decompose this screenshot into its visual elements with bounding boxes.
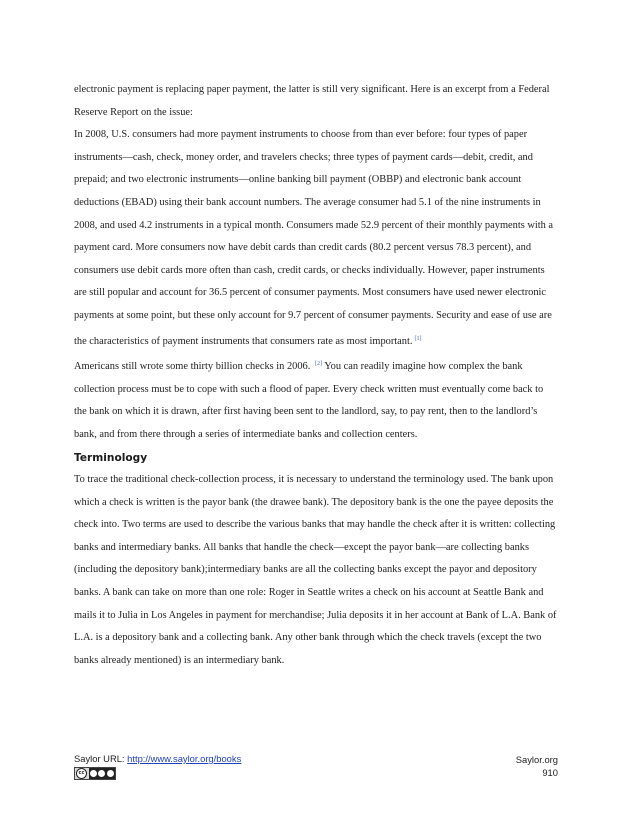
sharealike-icon <box>107 770 114 777</box>
cc-logo-icon: cc <box>76 768 87 779</box>
paragraph-checks-text-a: Americans still wrote some thirty billion checks in 2006. <box>74 361 311 373</box>
paragraph-excerpt <box>74 124 558 353</box>
footer-site-info <box>516 753 558 779</box>
paragraph-checks <box>74 353 558 446</box>
attribution-icon <box>90 770 97 777</box>
page-number: 910 <box>542 767 558 778</box>
paragraph-checks-text-b: You can readily imagine how complex the bank collection process must be to cope with such a flood of paper. Every check written must eventually come back to the bank on which it is drawn, after first having been sent to the landlord, say, to pay rent, then to the landlord’s bank, and from there through a series of intermediate banks and collection centers. <box>74 361 544 440</box>
paragraph-intro: electronic payment is replacing paper payment, the latter is still very significant. Here is an excerpt from a Federal Reserve Report on the issue: <box>74 84 550 118</box>
paragraph-excerpt-text: In 2008, U.S. consumers had more payment instruments to choose from than ever before: four types of paper instruments—cash, check, money order, and travelers checks; three types of payment cards—debit, credit, and prepaid; and two electronic instruments—online banking bill payment (OBBP) and electronic bank account deductions (EBAD) using their bank account numbers. The average consumer had 5.1 of the nine instruments in 2008, and used 4.2 instruments in a typical month. Consumers made 52.9 percent of their monthly payments with a payment card. More consumers now have debit cards than credit cards (80.2 percent versus 78.3 percent), and consumers use debit cards more often than cash, credit cards, or checks individually. However, paper instruments are still popular and account for 36.5 percent of consumer payments. Most consumers have used newer electronic payments at some point, but these only account for 9.7 percent of consumer payments. Security and ease of use are the characteristics of payment instruments that consumers rate as most important. <box>74 129 554 347</box>
footer-url-label: Saylor URL: <box>74 753 128 764</box>
footer-site-name: Saylor.org <box>515 754 558 765</box>
footer-source <box>74 753 241 764</box>
footer-url-link[interactable]: http://www.saylor.org/books <box>127 753 242 764</box>
footnote-link-2[interactable]: [2] <box>314 361 322 368</box>
noncommercial-icon <box>98 770 105 777</box>
body-text <box>74 79 558 672</box>
section-heading: Terminology <box>74 451 148 464</box>
creative-commons-license-icon[interactable] <box>74 767 116 780</box>
paragraph-terminology: To trace the traditional check-collection process, it is necessary to understand the terminology used. The bank upon which a check is written is the payor bank (the drawee bank). The depository bank is the one the payee deposits the check into. Two terms are used to describe the various banks that may handle the check after it is written: collecting banks and intermediary banks. All banks that handle the check—except the payor bank—are collecting banks (including the depository bank);intermediary banks are all the collecting banks except the payor and depository banks. A bank can take on more than one role: Roger in Seattle writes a check on his account at Seattle Bank and mails it to Julia in Los Angeles in payment for merchandise; Julia deposits it in her account at Bank of L.A. Bank of L.A. is a depository bank and a collecting bank. Any other bank through which the check travels (except the two banks already mentioned) is an intermediary bank. <box>74 474 557 666</box>
license-terms-icons <box>89 768 115 779</box>
footnote-link-1[interactable]: [1] <box>414 335 422 342</box>
